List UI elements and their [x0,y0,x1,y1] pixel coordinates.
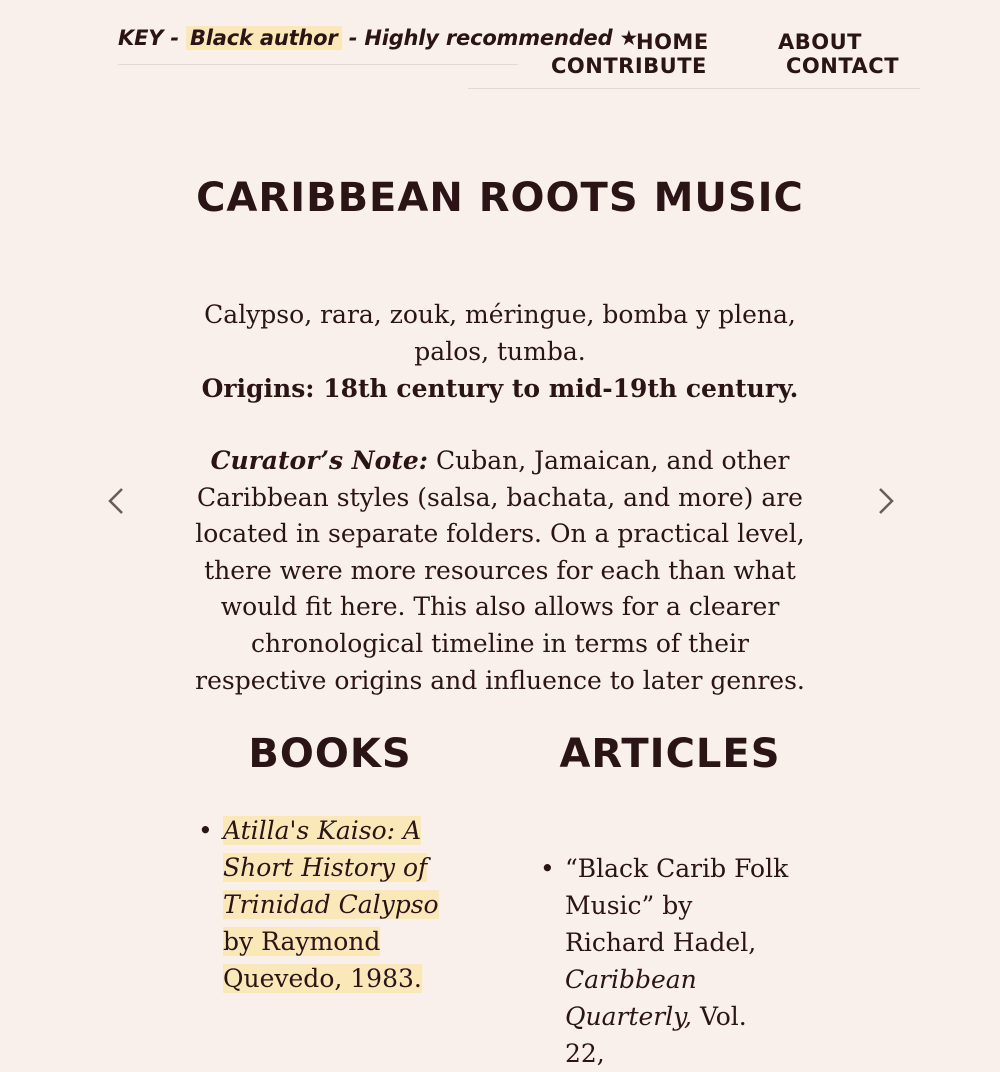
book-author: by Raymond Quevedo, 1983. [223,927,422,993]
articles-list [540,850,790,1072]
article-journal: Caribbean Quarterly, [565,965,697,1031]
chevron-left-icon [102,485,132,517]
nav-contribute[interactable]: CONTRIBUTE [551,54,707,78]
nav-contact[interactable]: CONTACT [786,54,900,78]
key-highly-recommended: - Highly recommended ★ [341,26,639,50]
books-heading: BOOKS [248,731,412,777]
origins-text: Origins: 18th century to mid-19th century. [201,374,799,403]
nav-about[interactable]: ABOUT [778,30,862,54]
curator-note-text: Cuban, Jamaican, and other Caribbean styles (salsa, bachata, and more) are located in separate folders. On a practical level, there were more resources for each than what would fit here. This also allows for a clearer chronological timeline in terms of their respective origins and influence to later genres. [195,446,805,695]
books-list [198,812,468,997]
carousel-next-button[interactable] [870,485,900,517]
curator-note [190,443,810,699]
book-title[interactable]: Atilla's Kaiso: A Short History of Trinidad Calypso [223,816,439,919]
key-divider [118,64,518,65]
page-title: CARIBBEAN ROOTS MUSIC [196,175,804,221]
carousel-prev-button[interactable] [102,485,132,517]
article-text[interactable]: “Black Carib Folk Music” by Richard Hadel, [565,854,789,957]
curator-note-label: Curator’s Note: [210,446,429,475]
article-item [540,850,790,1072]
book-highlight [223,816,439,993]
articles-heading: ARTICLES [559,731,781,777]
key-prefix: KEY - [118,26,186,50]
genre-list: Calypso, rara, zouk, méringue, bomba y plena, palos, tumba. [204,300,796,366]
book-item [198,812,468,997]
key-black-author: Black author [186,26,342,50]
nav-divider [468,88,920,89]
key-legend [118,26,638,50]
chevron-right-icon [870,485,900,517]
article-volume: Vol. 22, [565,1002,747,1068]
nav-home[interactable]: HOME [636,30,709,54]
